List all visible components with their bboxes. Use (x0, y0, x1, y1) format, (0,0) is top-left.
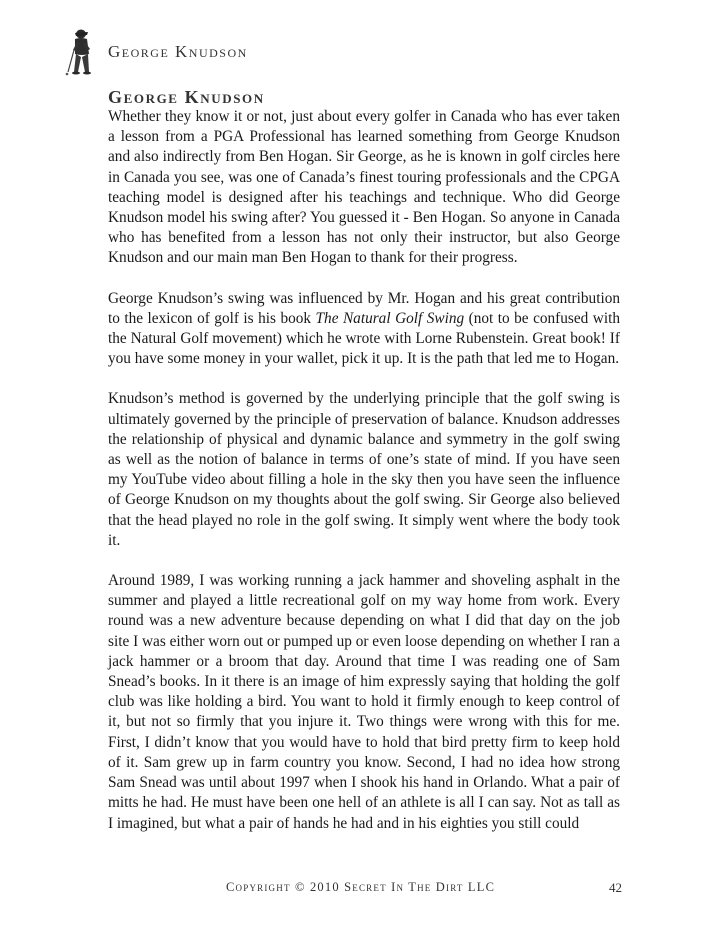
section-title: George Knudson (108, 87, 265, 107)
page-content (108, 87, 620, 834)
paragraph-4 (108, 571, 620, 834)
golfer-silhouette-icon (64, 28, 100, 78)
paragraph-1 (108, 107, 620, 269)
copyright-notice: Copyright © 2010 Secret In The Dirt LLC (226, 880, 496, 894)
page-footer (108, 880, 622, 900)
page-header (64, 28, 664, 78)
page-number: 42 (609, 880, 622, 895)
book-title: The Natural Golf Swing (315, 309, 465, 327)
running-title: George Knudson (108, 42, 248, 61)
paragraph-1-text: Whether they know it or not, just about every golfer in Canada who has ever taken a lesson from a PGA Professional has learned something from George Knudson and also indirectly from Ben Hogan. Sir George, as he is known in golf circles here in Canada you see, was one of Canada’s finest touring professionals and the CPGA teaching model is designed after his teachings and technique. Who did George Knudson model his swing after? You guessed it - Ben Hogan. So anyone in Canada who has benefited from a lesson has not only their instructor, but also George Knudson and our main man Ben Hogan to thank for their progress. (108, 108, 620, 267)
paragraph-3-text: Knudson’s method is governed by the underlying principle that the golf swing is ultimately governed by the principle of preservation of balance. Knudson addresses the relationship of physical and dynamic balance and symmetry in the golf swing as well as the notion of balance in terms of one’s state of mind. If you have seen my YouTube video about filling a hole in the sky then you have seen the influence of George Knudson on my thoughts about the golf swing. Sir George also believed that the head played no role in the golf swing. It simply went where the body took it. (108, 390, 620, 549)
paragraph-3 (108, 389, 620, 551)
paragraph-2 (108, 289, 620, 370)
paragraph-4-text: Around 1989, I was working running a jack hammer and shoveling asphalt in the summer and played a little recreational golf on my way home from work. Every round was a new adventure because depending on what I did that day on the job site I was either worn out or pumped up or even loose depending on whether I ran a jack hammer or a broom that day. Around that time I was reading one of Sam Snead’s books. In it there is an image of him expressly saying that holding the golf club was like holding a bird. You want to hold it firmly enough to keep control of it, but not so firmly that you injure it. Two things were wrong with this for me. First, I didn’t know that you would have to hold that bird pretty firm to keep hold of it. Sam grew up in farm country you know. Second, I had no idea how strong Sam Snead was until about 1997 when I shook his hand in Orlando. What a pair of mitts he had. He must have been one hell of an athlete is all I can say. Not as tall as I imagined, but what a pair of hands he had and in his eighties you still could (108, 572, 620, 832)
paragraph-2-text-before: George Knudson’s swing was influenced by Mr. Hogan and his great contribution to the lexicon of golf is his book (108, 289, 620, 327)
paragraph-2-text-after: (not to be confused with the Natural Golf movement) which he wrote with Lorne Rubenstein. Great book! If you have some money in your wallet, pick it up. It is the path that led me to Hogan. (108, 309, 620, 368)
